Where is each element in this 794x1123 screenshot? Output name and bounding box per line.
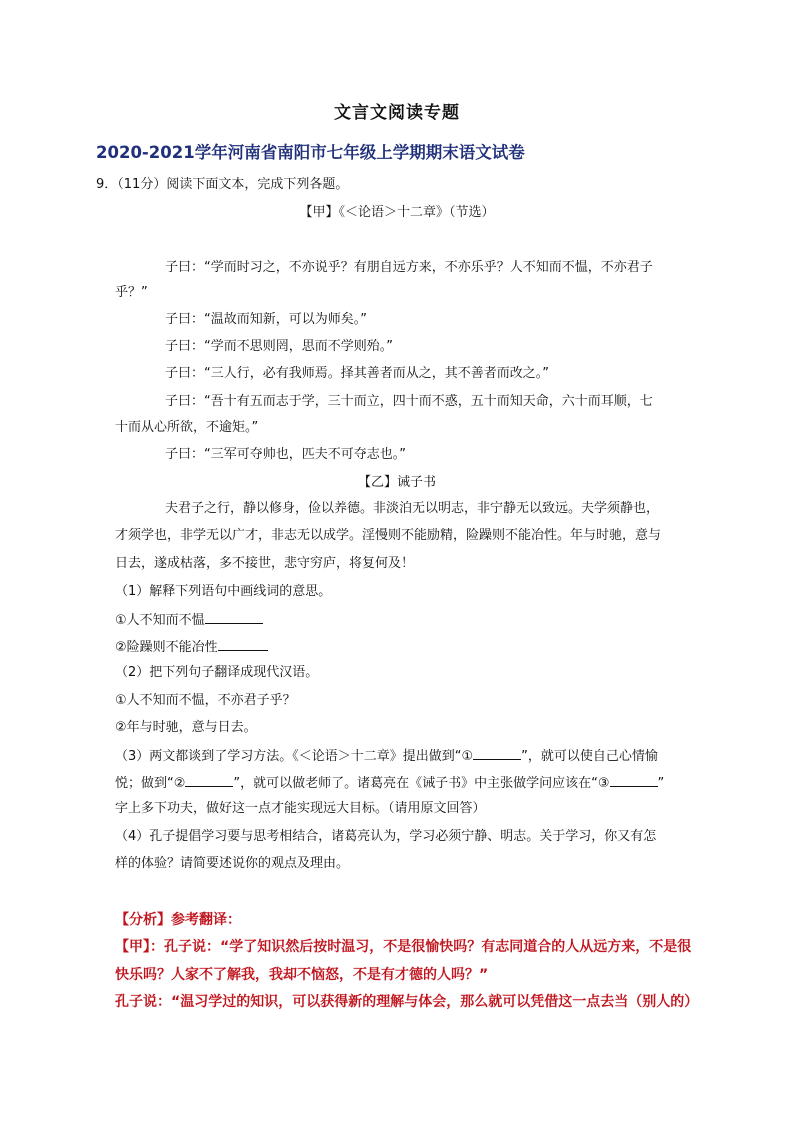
question-1a: [115, 610, 263, 630]
question-3-line-2: [115, 773, 664, 793]
exam-subtitle: 2020-2021学年河南省南阳市七年级上学期期末语文试卷: [96, 143, 525, 162]
jia-line: 子曰：“三人行，必有我师焉。择其善者而从之，其不善者而改之。”: [165, 366, 549, 381]
question-4-line-2: 样的体验？请简要述说你的观点及理由。: [115, 856, 350, 871]
question-4-line-1: （4）孔子提倡学习要与思考相结合，诸葛亮认为，学习必须宁静、明志。关于学习，你又有怎: [115, 829, 657, 844]
jia-line: 子曰：“学而时习之，不亦说乎？有朋自远方来，不亦乐乎？人不知而不愠，不亦君子: [165, 260, 653, 275]
question-1: （1）解释下列语句中画线词的意思。: [115, 584, 332, 599]
answer-blank-1[interactable]: [473, 746, 521, 760]
jia-line: 子曰：“温故而知新，可以为师矣。”: [165, 312, 367, 327]
yi-title: 【乙】诫子书: [357, 475, 436, 490]
answer-blank-3[interactable]: [610, 773, 658, 787]
jia-title: 【甲】《＜论语＞十二章》（节选）: [299, 205, 495, 220]
jia-line: 子曰：“学而不思则罔，思而不学则殆。”: [165, 339, 393, 354]
question-3-text: 悦；做到“②: [115, 776, 186, 791]
question-3-text: （3）两文都谈到了学习方法。《＜论语＞十二章》提出做到“①: [115, 749, 474, 764]
question-1a-text: ①人不知而不愠: [115, 613, 205, 628]
yi-line: 日去，遂成枯落，多不接世，悲守穷庐，将复何及！: [115, 556, 415, 571]
analysis-line: 快乐吗？人家不了解我，我却不恼怒，不是有才德的人吗？”: [115, 967, 489, 983]
question-1b: [115, 637, 268, 657]
question-3-line-3: 字上多下功夫，做好这一点才能实现远大目标。（请用原文回答）: [115, 801, 486, 816]
answer-blank[interactable]: [218, 637, 268, 651]
question-3-line-1: [115, 746, 658, 766]
question-2: （2）把下列句子翻译成现代汉语。: [115, 665, 319, 680]
answer-blank-2[interactable]: [185, 773, 233, 787]
yi-line: 夫君子之行，静以修身，俭以养德。非淡泊无以明志，非宁静无以致远。夫学须静也，: [165, 501, 660, 516]
jia-line: 子曰：“吾十有五而志于学，三十而立，四十而不惑，五十而知天命，六十而耳顺，七: [165, 394, 653, 409]
answer-blank[interactable]: [205, 610, 263, 624]
question-2b: ②年与时驰，意与日去。: [115, 720, 257, 735]
jia-line: 乎？”: [115, 285, 148, 300]
jia-line: 子曰：“三军可夺帅也，匹夫不可夺志也。”: [165, 447, 406, 462]
question-1b-text: ②险躁则不能冶性: [115, 640, 218, 655]
question-3-text: ”: [657, 776, 665, 791]
analysis-line: 【甲】：孔子说：“学了知识然后按时温习，不是很愉快吗？有志同道合的人从远方来，不是很: [115, 939, 692, 955]
question-header: 9．（11分）阅读下面文本，完成下列各题。: [96, 177, 349, 192]
analysis-heading: 【分析】参考翻译：: [115, 912, 241, 928]
question-3-text: ”，就可以使自己心情愉: [521, 749, 658, 764]
document-title: 文言文阅读专题: [334, 103, 460, 123]
question-2a: ①人不知而不愠，不亦君子乎？: [115, 693, 296, 708]
yi-line: 才须学也，非学无以广才，非志无以成学。淫慢则不能励精，险躁则不能冶性。年与时驰，意与: [115, 528, 662, 543]
question-3-text: ”，就可以做老师了。诸葛亮在《诫子书》中主张做学问应该在“③: [233, 776, 610, 791]
jia-line: 十而从心所欲，不逾矩。”: [115, 420, 259, 435]
analysis-line: 孔子说：“温习学过的知识，可以获得新的理解与体会，那么就可以凭借这一点去当（别人的）: [115, 994, 699, 1010]
